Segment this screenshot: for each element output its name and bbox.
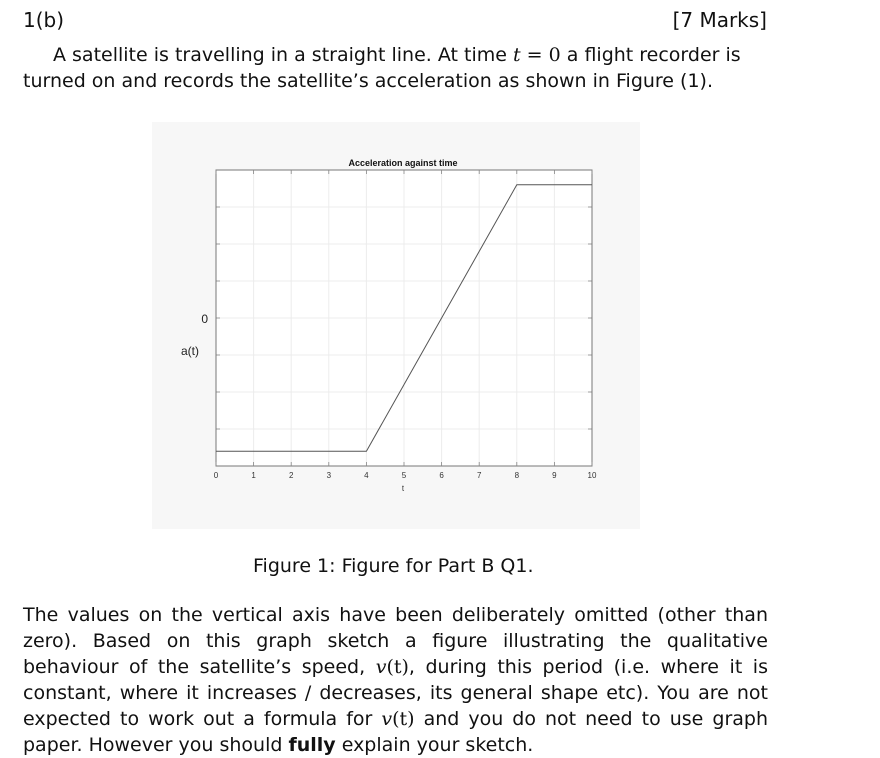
x-tick-label: 8	[514, 471, 520, 480]
y-tick-label: 0	[201, 312, 208, 326]
figure-caption: Figure 1: Figure for Part B Q1.	[253, 555, 534, 577]
figure-1	[152, 122, 640, 529]
x-tick-label: 9	[552, 471, 557, 480]
body-text-2: , during this period (i.e. where it is constant, where it increases / decreases, its general shape etc). You are not expected to work out a formula for	[23, 656, 768, 730]
intro-text-1: A satellite is travelling in a straight line. At time	[53, 44, 513, 66]
x-tick-label: 3	[326, 471, 332, 480]
body-var-v-2-arg: (t)	[392, 708, 415, 730]
question-body	[23, 602, 768, 758]
question-number: 1(b)	[23, 8, 65, 32]
acceleration-chart	[152, 122, 640, 529]
x-tick-label: 2	[288, 471, 294, 480]
x-tick-label: 5	[401, 471, 407, 480]
marks-label: [7 Marks]	[672, 8, 767, 32]
x-tick-label: 1	[251, 471, 256, 480]
x-tick-label: 0	[213, 471, 219, 480]
body-var-v-2: v	[381, 708, 393, 730]
body-var-v-1-arg: (t)	[386, 656, 409, 678]
x-axis-label: t	[401, 484, 405, 493]
y-axis-label: a(t)	[181, 344, 199, 358]
chart-title: Acceleration against time	[348, 158, 458, 168]
body-text-1: The values on the vertical axis have been deliberately omitted (other than zero). Based on this graph sketch a figure illustrating the qualitative behaviour of the satellite’s speed,	[23, 604, 768, 678]
intro-paragraph	[23, 42, 768, 94]
intro-var-t: t	[512, 44, 521, 66]
intro-eq: = 0	[520, 44, 561, 66]
x-tick-label: 6	[439, 471, 444, 480]
intro-text-2: a flight recorder is turned on and records the satellite’s acceleration as shown in Figure (1).	[23, 44, 741, 92]
x-tick-label: 10	[587, 471, 597, 480]
body-text-4: explain your sketch.	[335, 734, 534, 756]
body-text-3: and you do not need to use graph paper. However you should	[23, 708, 768, 756]
x-tick-label: 4	[364, 471, 369, 480]
body-bold-fully: fully	[288, 734, 336, 756]
x-tick-label: 7	[476, 471, 482, 480]
body-var-v-1: v	[375, 656, 387, 678]
